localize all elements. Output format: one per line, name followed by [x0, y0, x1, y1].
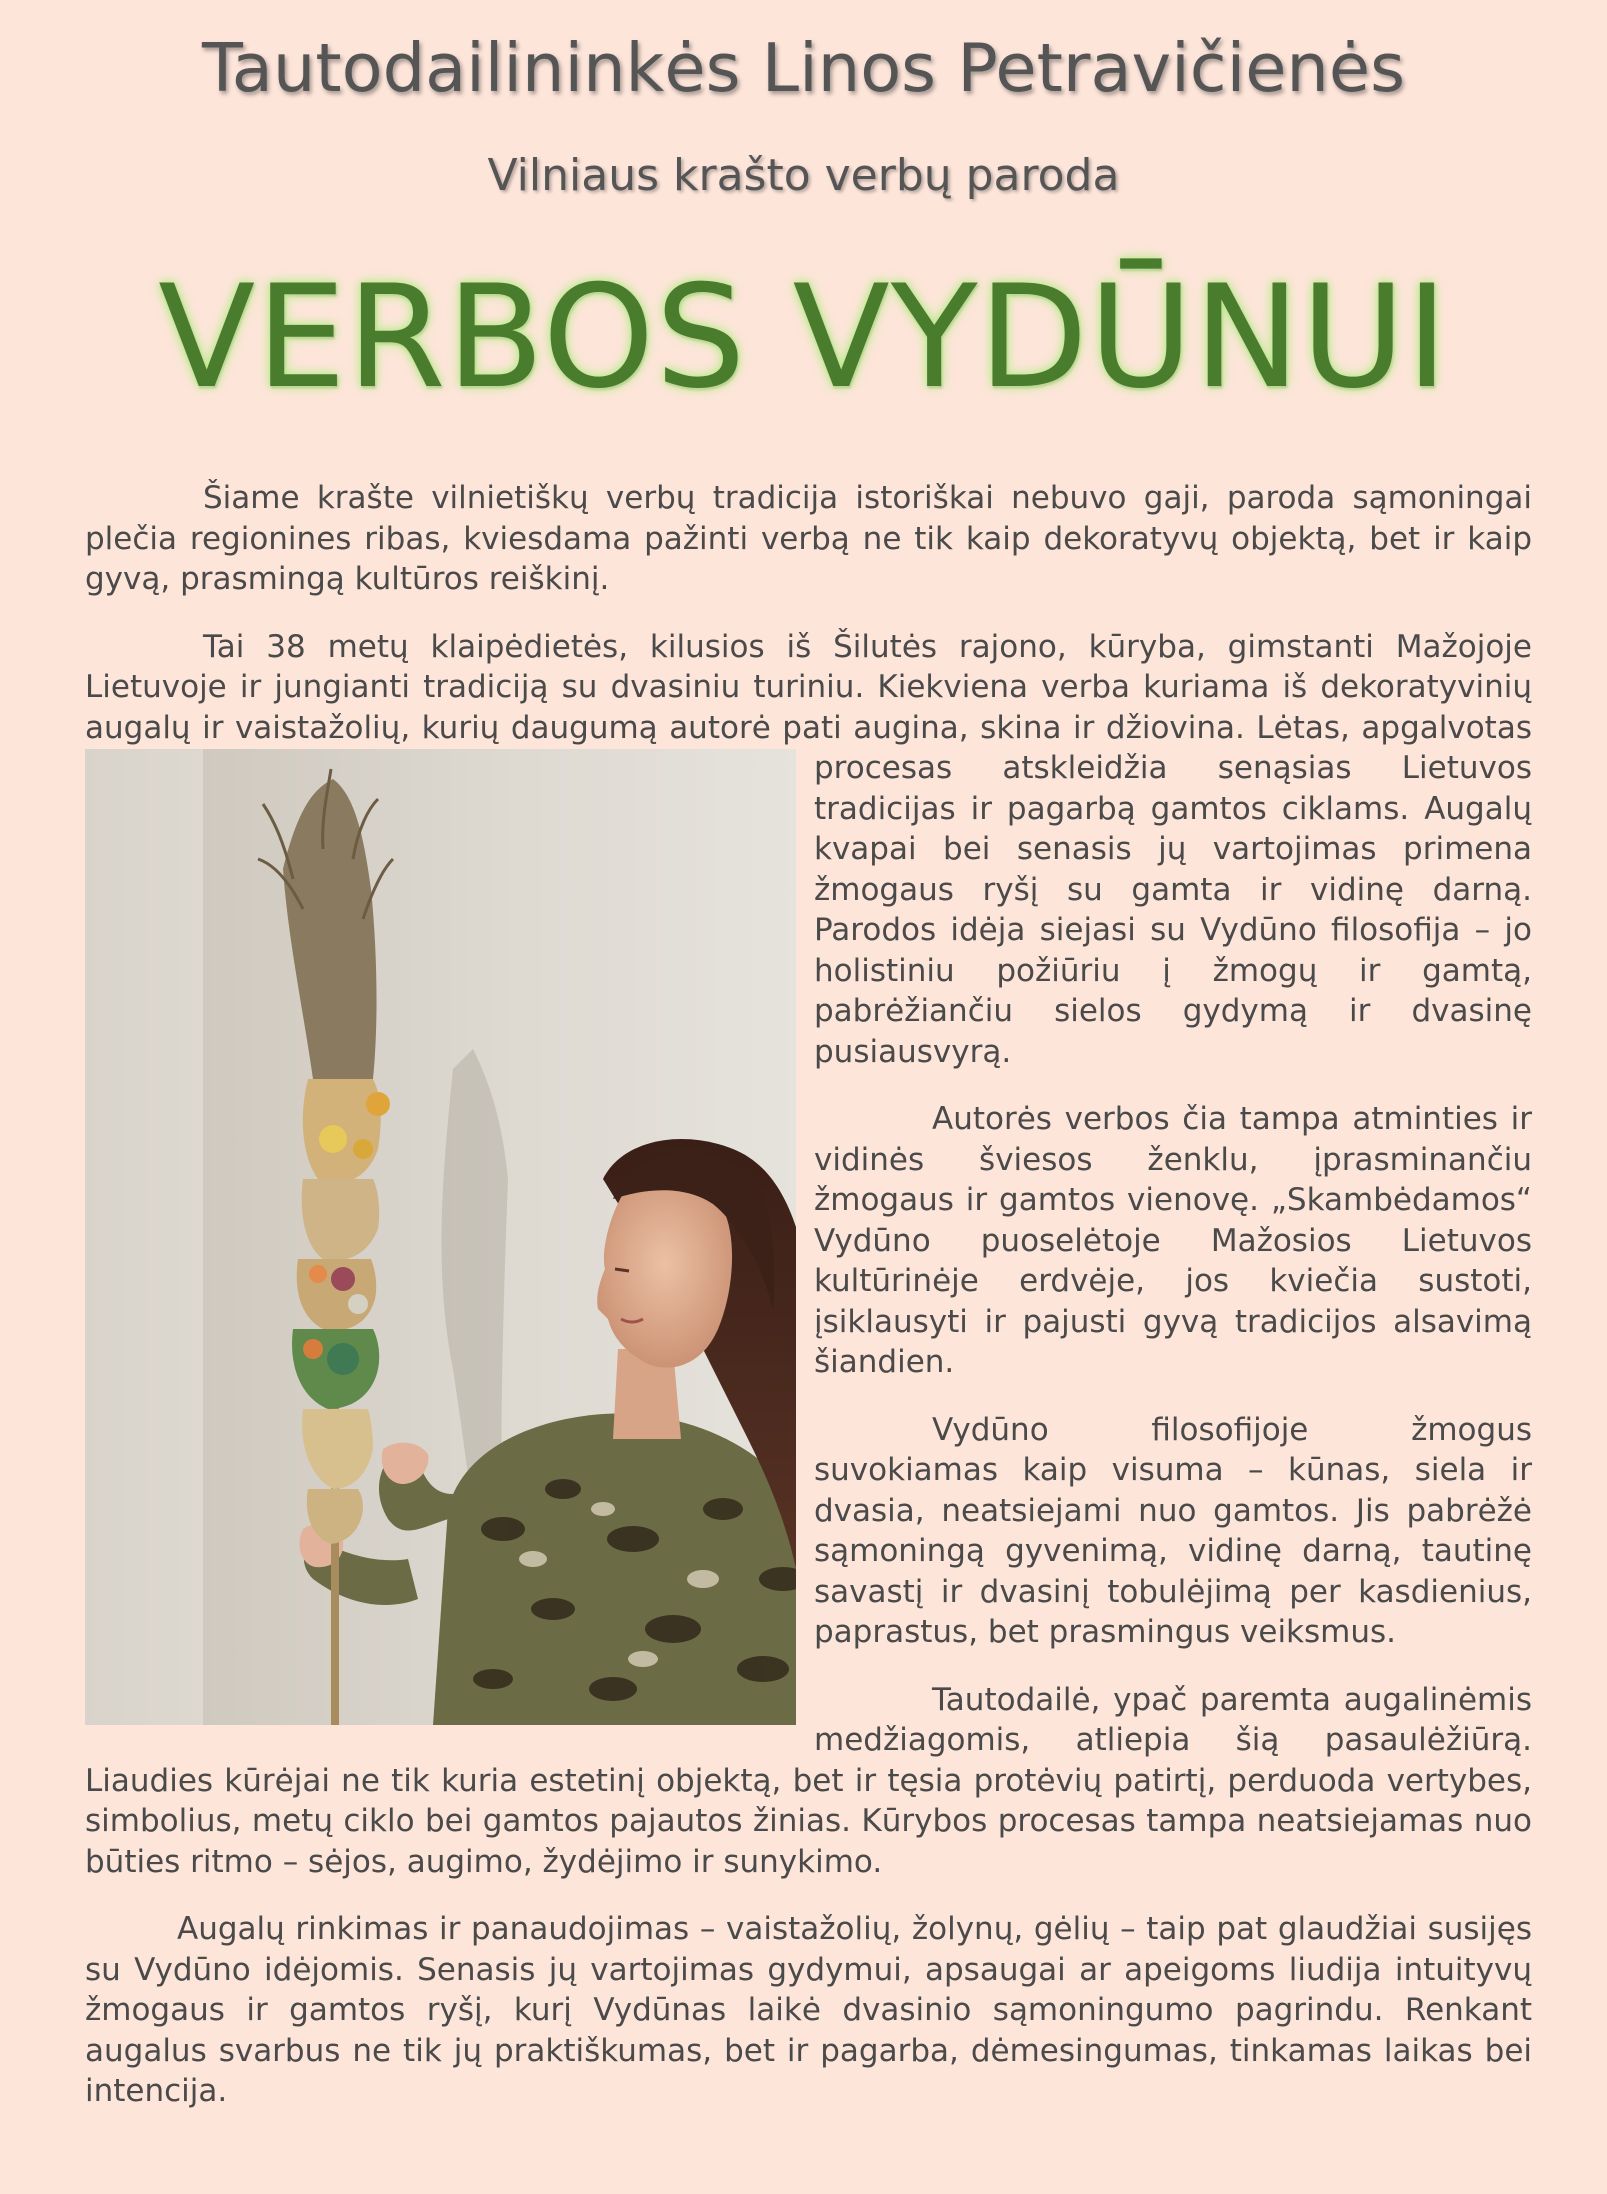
article-paragraph: Šiame krašte vilnietiškų verbų tradicija istoriškai nebuvo gaji, paroda sąmoningai plečia regionines ribas, kviesdama pažinti verbą ne tik kaip dekoratyvų objektą, bet ir kaip gyvą, prasmingą kultūros reiškinį.: [85, 480, 1532, 597]
article-paragraph: Vydūno filosofijoje žmogus suvokiamas kaip visuma – kūnas, siela ir dvasia, neatsiejami nuo gamtos. Jis pabrėžė sąmoningą gyvenimą, vidinę darną, tautinę savastį ir dvasinį tobulėjimą per kasdienius, paprastus, bet prasmingus veiksmus.: [814, 1411, 1532, 1650]
artist-with-verba-image: [203, 749, 796, 1725]
article-paragraph: Tautodailė, ypač paremta augalinėmis medžiagomis, atliepia šią pasaulėžiūrą. Liaudies kūrėjai ne tik kuria estetinį objektą, bet ir tęsia protėvių patirtį, perduoda vertybes, simbolius, metų ciklo bei gamtos pajautos žinias. Kūrybos procesas tampa neatsiejamas nuo būties ritmo – sėjos, augimo, žydėjimo ir sunykimo.: [85, 1681, 1532, 1880]
exhibition-headline: VERBOS VYDŪNUI: [158, 255, 1449, 420]
article-paragraph: Autorės verbos čia tampa atminties ir vidinės šviesos ženklu, įprasminančiu žmogaus ir gamtos vienovę. „Skambėdamos“ Vydūno puoselėtoje Mažosios Lietuvos kultūrinėje erdvėje, jos kviečia sustoti, įsiklausyti ir pajusti gyvą tradicijos alsavimą šiandien.: [814, 1101, 1532, 1380]
article-paragraph-text: [85, 629, 1532, 1070]
article-paragraph: Augalų rinkimas ir panaudojimas – vaistažolių, žolynų, gėlių – taip pat glaudžiai susijęs su Vydūno idėjomis. Senasis jų vartojimas gydymui, apsaugai ar apeigoms liudija intuityvų žmogaus ir gamtos ryšį, kurį Vydūnas laikė dvasinio sąmoningumo pagrindu. Renkant augalus svarbus ne tik jų praktiškumas, bet ir pagarba, dėmesingumas, tinkamas laikas bei intencija.: [85, 1911, 1532, 2109]
page-subtitle: Vilniaus krašto verbų paroda: [487, 150, 1120, 201]
article-paragraph-text-start: Tai 38 metų klaipėdietės, kilusios iš Šilutės rajono, kūryba, gimstanti Mažojoje Lietuvoje ir jungianti tradiciją su dvasiniu turiniu. Kiekviena verba kuriama iš dekoratyvinių augalų ir vaistažolių, kurių daugumą autorė pati augina, skina ir džiovina.: [85, 628, 1532, 746]
article-paragraph: [85, 627, 1532, 1073]
artist-photo: [85, 749, 796, 1725]
article-body: [85, 478, 1532, 2139]
article-paragraph-text-rest: Lėtas, apgalvotas procesas atskleidžia senąsias Lietuvos tradicijas ir pagarbą gamtos ciklams. Augalų kvapai bei senasis jų vartojimas primena žmogaus ryšį su gamta ir vidinę darną. Parodos idėja siejasi su Vydūno filosofija – jo holistiniu požiūriu į žmogų ir gamtą, pabrėžiančiu sielos gydymą ir dvasinę pusiausvyrą.: [814, 709, 1532, 1070]
page-title: Tautodailininkės Linos Petravičienės: [201, 29, 1406, 107]
